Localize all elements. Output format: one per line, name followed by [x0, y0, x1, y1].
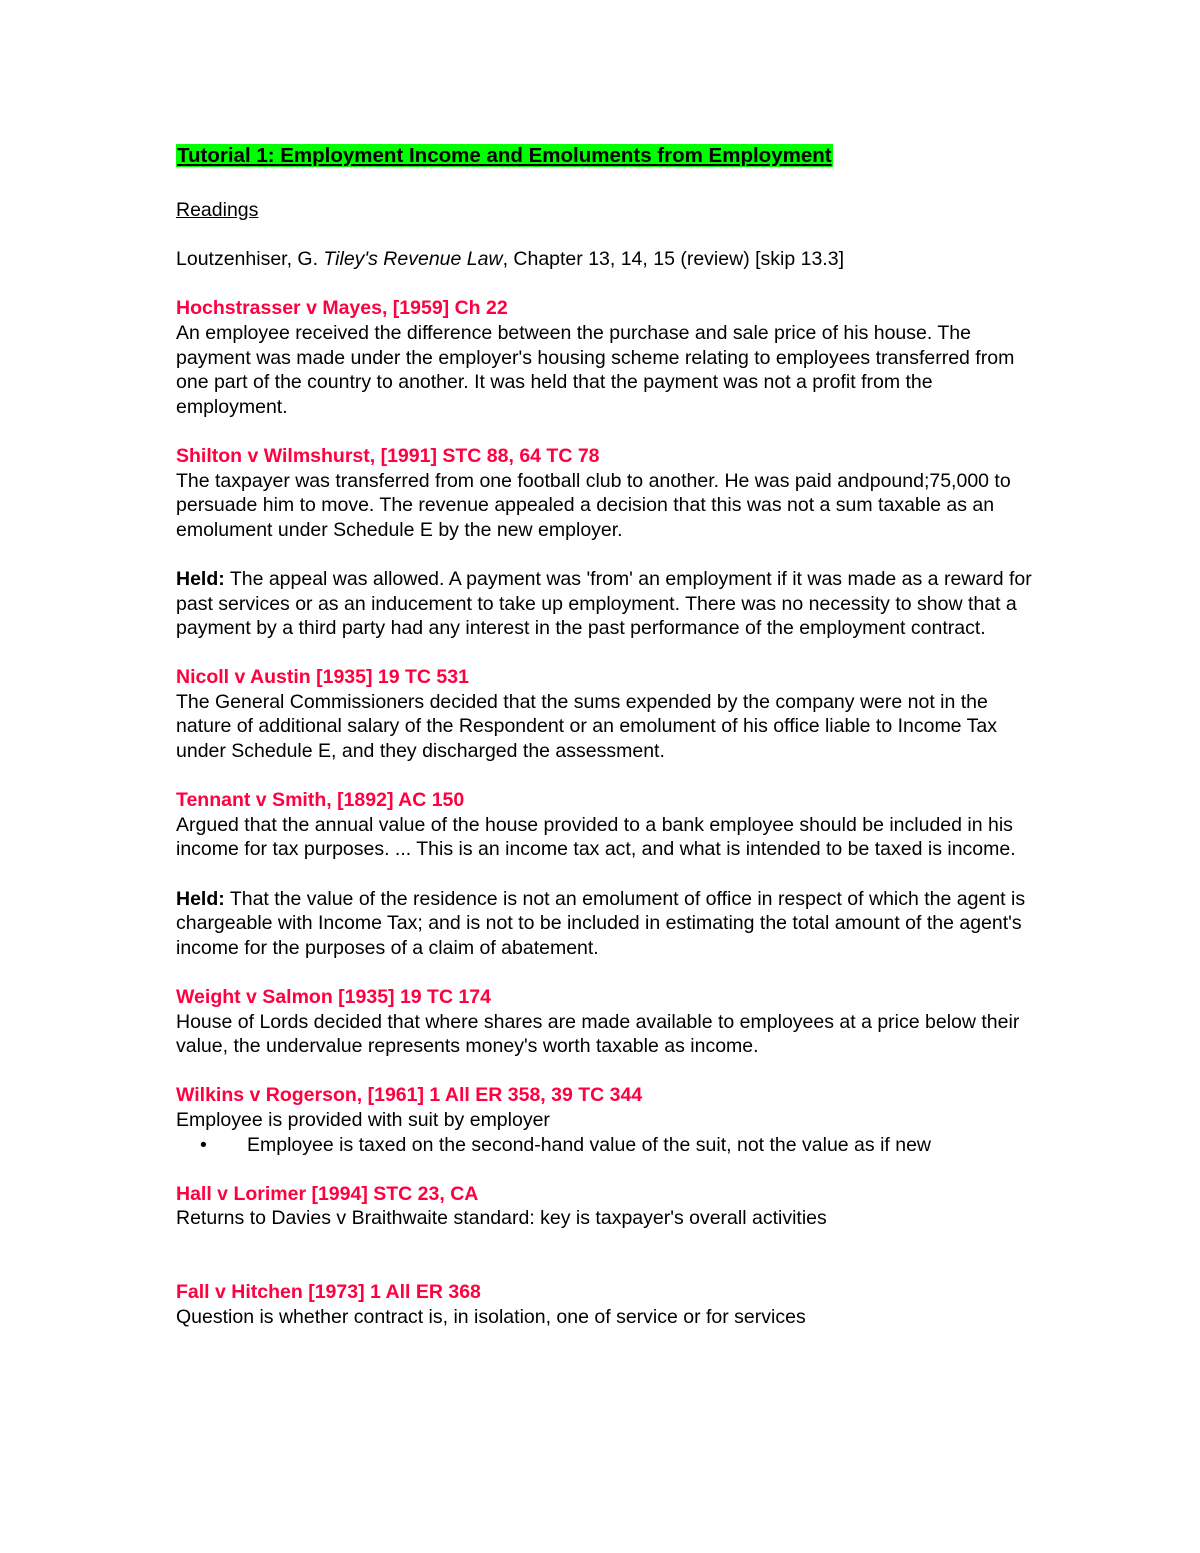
case-shilton — [176, 444, 1036, 542]
reading-book-title: Tiley's Revenue Law — [323, 248, 503, 271]
title-line — [176, 140, 1036, 172]
page-title: Tutorial 1: Employment Income and Emoluments from Employment — [177, 144, 832, 167]
case-summary: Employee is provided with suit by employer — [176, 1108, 550, 1131]
case-title: Tennant v Smith, [1892] AC 150 — [176, 789, 465, 812]
case-title: Fall v Hitchen [1973] 1 All ER 368 — [176, 1281, 481, 1304]
case-title: Hall v Lorimer [1994] STC 23, CA — [176, 1182, 479, 1205]
reading-rest: , Chapter 13, 14, 15 (review) [skip 13.3] — [502, 248, 844, 271]
reading-author: Loutzenhiser, G. — [176, 248, 324, 271]
spacer — [176, 1256, 1036, 1281]
document-page — [176, 140, 1036, 1354]
held-label: Held: — [176, 567, 225, 590]
case-title: Shilton v Wilmshurst, [1991] STC 88, 64 TC 78 — [176, 444, 600, 467]
case-tennant — [176, 788, 1036, 862]
case-summary: House of Lords decided that where shares are made available to employees at a price below their value, the undervalue represents money's worth taxable as income. — [176, 1010, 1020, 1058]
case-nicoll — [176, 665, 1036, 763]
case-weight — [176, 985, 1036, 1059]
case-summary: Returns to Davies v Braithwaite standard: key is taxpayer's overall activities — [176, 1207, 827, 1230]
case-summary: The General Commissioners decided that the sums expended by the company were not in the nature of additional salary of the Respondent or an emolument of his office liable to Income Tax under Schedule E, and they discharged the assessment. — [176, 690, 997, 763]
case-title: Nicoll v Austin [1935] 19 TC 531 — [176, 666, 469, 689]
case-fall — [176, 1280, 1036, 1329]
case-wilkins — [176, 1083, 1036, 1157]
case-shilton-held — [176, 567, 1036, 641]
case-title: Weight v Salmon [1935] 19 TC 174 — [176, 986, 491, 1008]
case-summary: The taxpayer was transferred from one football club to another. He was paid andpound;75,000 to persuade him to move. The revenue appealed a decision that this was not a sum taxable as an emolument under Schedule E by the new employer. — [176, 469, 1011, 541]
case-hall — [176, 1182, 1036, 1231]
case-title: Hochstrasser v Mayes, [1959] Ch 22 — [176, 297, 508, 320]
held-text: That the value of the residence is not an emolument of office in respect of which the agent is chargeable with Income Tax; and is not to be included in estimating the total amount of the agent's income for the purposes of a claim of abatement. — [176, 887, 1026, 959]
list-item-text: Employee is taxed on the second-hand value of the suit, not the value as if new — [247, 1133, 932, 1156]
held-text: The appeal was allowed. A payment was 'from' an employment if it was made as a reward for past services or as an inducement to take up employment. There was no necessity to show that a payment by a third party had any interest in the past performance of the employment contract. — [176, 567, 1032, 640]
case-title: Wilkins v Rogerson, [1961] 1 All ER 358, 39 TC 344 — [176, 1084, 643, 1107]
case-tennant-held — [176, 887, 1036, 961]
case-hochstrasser — [176, 296, 1036, 419]
case-summary: An employee received the difference between the purchase and sale price of his house. The payment was made under the employer's housing scheme relating to employees transferred from one part of the country to another. It was held that the payment was not a profit from the employment. — [176, 321, 1015, 418]
case-summary: Argued that the annual value of the house provided to a bank employee should be included in his income for tax purposes. ... This is an income tax act, and what is intended to be taxed is income. — [176, 813, 1016, 861]
readings-heading: Readings — [176, 199, 259, 221]
list-item — [176, 1133, 1036, 1158]
bullet-icon: • — [200, 1133, 207, 1156]
case-summary: Question is whether contract is, in isolation, one of service or for services — [176, 1305, 806, 1328]
held-label: Held: — [176, 887, 225, 910]
bullet-list — [176, 1133, 1036, 1158]
reading-reference — [176, 247, 1036, 272]
